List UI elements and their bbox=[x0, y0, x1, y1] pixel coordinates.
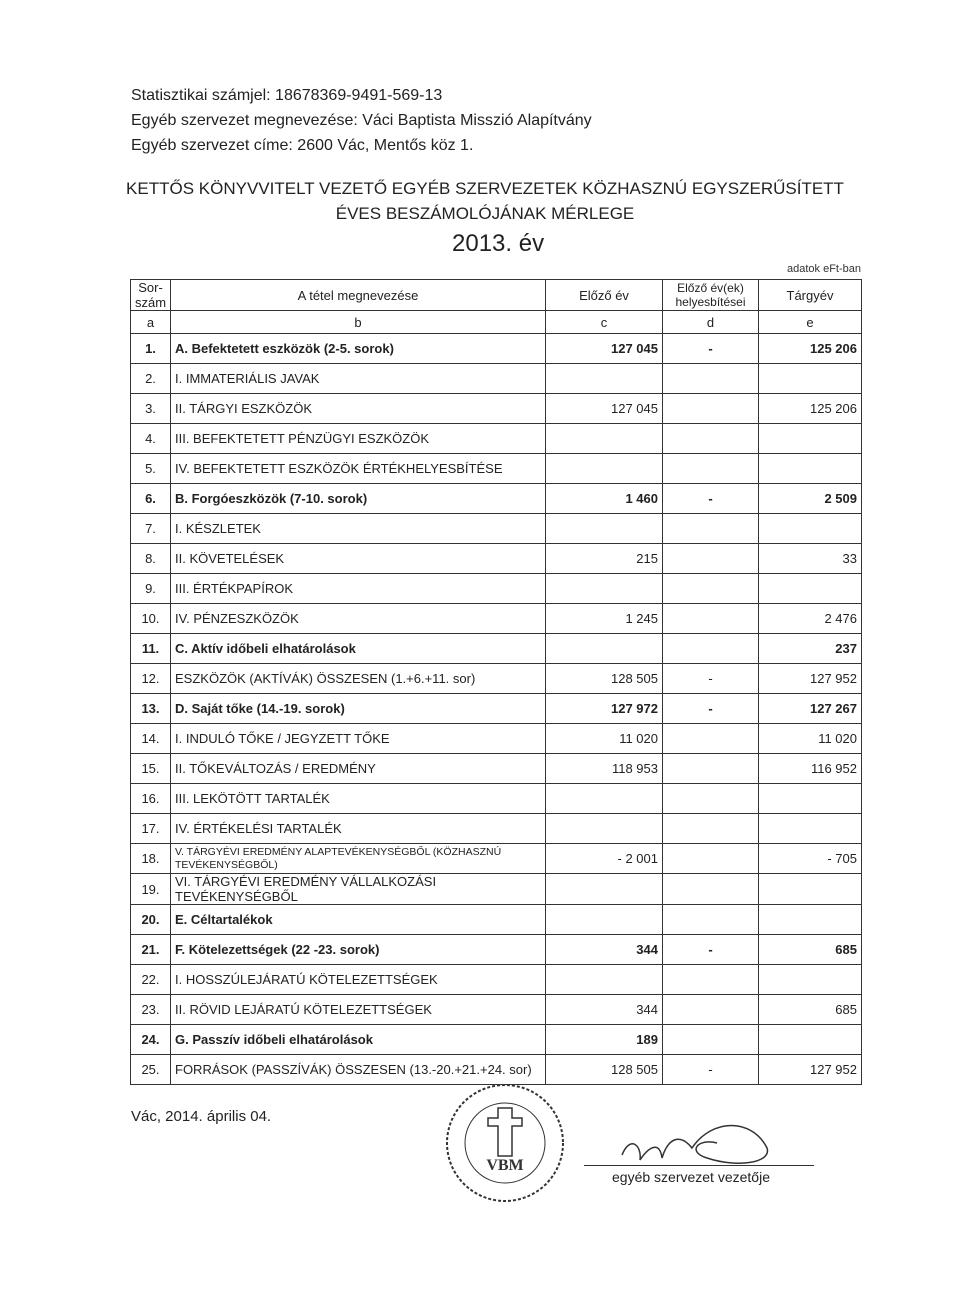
row-label: II. RÖVID LEJÁRATÚ KÖTELEZETTSÉGEK bbox=[171, 995, 546, 1025]
table-row bbox=[131, 334, 862, 364]
organization-address: Egyéb szervezet címe: 2600 Vác, Mentős köz 1. bbox=[131, 137, 474, 154]
current-year-value bbox=[759, 454, 862, 484]
prev-year-value: 215 bbox=[546, 544, 663, 574]
prev-year-value: 189 bbox=[546, 1025, 663, 1055]
correction-value bbox=[663, 905, 759, 935]
current-year-value: 237 bbox=[759, 634, 862, 664]
letter-d: d bbox=[663, 311, 759, 334]
row-label: ESZKÖZÖK (AKTÍVÁK) ÖSSZESEN (1.+6.+11. sor) bbox=[171, 664, 546, 694]
table-row bbox=[131, 484, 862, 514]
row-number: 18. bbox=[131, 844, 171, 874]
row-number: 17. bbox=[131, 814, 171, 844]
header-row bbox=[131, 280, 862, 311]
table-row bbox=[131, 694, 862, 724]
row-number: 5. bbox=[131, 454, 171, 484]
correction-value bbox=[663, 574, 759, 604]
correction-value bbox=[663, 544, 759, 574]
current-year-value: - 705 bbox=[759, 844, 862, 874]
prev-year-value bbox=[546, 574, 663, 604]
table-row bbox=[131, 844, 862, 874]
current-year-value: 125 206 bbox=[759, 334, 862, 364]
signing-date: Vác, 2014. április 04. bbox=[131, 1108, 272, 1125]
correction-value: - bbox=[663, 935, 759, 965]
current-year-value bbox=[759, 424, 862, 454]
prev-year-value: 128 505 bbox=[546, 664, 663, 694]
organization-name: Egyéb szervezet megnevezése: Váci Baptista Misszió Alapítvány bbox=[131, 112, 592, 129]
row-number: 12. bbox=[131, 664, 171, 694]
correction-value bbox=[663, 784, 759, 814]
handwritten-signature bbox=[612, 1115, 782, 1175]
prev-year-value bbox=[546, 454, 663, 484]
current-year-value: 2 476 bbox=[759, 604, 862, 634]
prev-year-value: 1 245 bbox=[546, 604, 663, 634]
row-number: 21. bbox=[131, 935, 171, 965]
signature-label: egyéb szervezet vezetője bbox=[612, 1169, 770, 1185]
table-row bbox=[131, 544, 862, 574]
table-row bbox=[131, 905, 862, 935]
current-year-value bbox=[759, 514, 862, 544]
correction-value bbox=[663, 634, 759, 664]
current-year-value bbox=[759, 874, 862, 905]
row-number: 16. bbox=[131, 784, 171, 814]
letter-c: c bbox=[546, 311, 663, 334]
prev-year-value: 127 045 bbox=[546, 394, 663, 424]
correction-value: - bbox=[663, 664, 759, 694]
letter-e: e bbox=[759, 311, 862, 334]
correction-value bbox=[663, 394, 759, 424]
letter-a: a bbox=[131, 311, 171, 334]
table-row bbox=[131, 1025, 862, 1055]
current-year-value: 11 020 bbox=[759, 724, 862, 754]
row-label: II. KÖVETELÉSEK bbox=[171, 544, 546, 574]
row-label: I. IMMATERIÁLIS JAVAK bbox=[171, 364, 546, 394]
table-row bbox=[131, 394, 862, 424]
row-label: IV. ÉRTÉKELÉSI TARTALÉK bbox=[171, 814, 546, 844]
row-label: FORRÁSOK (PASSZÍVÁK) ÖSSZESEN (13.-20.+21.+24. sor) bbox=[171, 1055, 546, 1085]
row-label: I. INDULÓ TŐKE / JEGYZETT TŐKE bbox=[171, 724, 546, 754]
row-number: 14. bbox=[131, 724, 171, 754]
row-number: 9. bbox=[131, 574, 171, 604]
letter-b: b bbox=[171, 311, 546, 334]
letters-row bbox=[131, 311, 862, 334]
correction-value bbox=[663, 1025, 759, 1055]
prev-year-value: 344 bbox=[546, 995, 663, 1025]
row-label: I. HOSSZÚLEJÁRATÚ KÖTELEZETTSÉGEK bbox=[171, 965, 546, 995]
table-row bbox=[131, 424, 862, 454]
row-label: E. Céltartalékok bbox=[171, 905, 546, 935]
row-label: III. LEKÖTÖTT TARTALÉK bbox=[171, 784, 546, 814]
row-number: 20. bbox=[131, 905, 171, 935]
table-row bbox=[131, 814, 862, 844]
current-year-value: 127 952 bbox=[759, 664, 862, 694]
row-label: II. TÁRGYI ESZKÖZÖK bbox=[171, 394, 546, 424]
prev-year-value: 127 972 bbox=[546, 694, 663, 724]
table-row bbox=[131, 634, 862, 664]
prev-year-value bbox=[546, 874, 663, 905]
table-row bbox=[131, 754, 862, 784]
statistical-code: Statisztikai számjel: 18678369-9491-569-13 bbox=[131, 87, 443, 104]
correction-value bbox=[663, 424, 759, 454]
prev-year-value bbox=[546, 814, 663, 844]
row-number: 19. bbox=[131, 874, 171, 905]
row-label: G. Passzív időbeli elhatárolások bbox=[171, 1025, 546, 1055]
row-label: C. Aktív időbeli elhatárolások bbox=[171, 634, 546, 664]
organization-seal bbox=[430, 1078, 580, 1208]
correction-value bbox=[663, 814, 759, 844]
unit-note: adatok eFt-ban bbox=[787, 263, 861, 275]
prev-year-value bbox=[546, 424, 663, 454]
current-year-value: 33 bbox=[759, 544, 862, 574]
row-number: 25. bbox=[131, 1055, 171, 1085]
row-number: 15. bbox=[131, 754, 171, 784]
current-year-value: 685 bbox=[759, 935, 862, 965]
table-row bbox=[131, 664, 862, 694]
report-year: 2013. év bbox=[452, 230, 545, 257]
current-year-value bbox=[759, 784, 862, 814]
row-label: IV. PÉNZESZKÖZÖK bbox=[171, 604, 546, 634]
correction-value bbox=[663, 844, 759, 874]
current-year-value bbox=[759, 574, 862, 604]
svg-text:VBM: VBM bbox=[486, 1157, 524, 1174]
table-row bbox=[131, 514, 862, 544]
row-label: II. TŐKEVÁLTOZÁS / EREDMÉNY bbox=[171, 754, 546, 784]
prev-year-value bbox=[546, 965, 663, 995]
current-year-value: 125 206 bbox=[759, 394, 862, 424]
correction-value: - bbox=[663, 484, 759, 514]
table-row bbox=[131, 574, 862, 604]
row-number: 24. bbox=[131, 1025, 171, 1055]
prev-year-value: 11 020 bbox=[546, 724, 663, 754]
row-number: 1. bbox=[131, 334, 171, 364]
row-number: 4. bbox=[131, 424, 171, 454]
row-label: B. Forgóeszközök (7-10. sorok) bbox=[171, 484, 546, 514]
current-year-value: 2 509 bbox=[759, 484, 862, 514]
prev-year-value bbox=[546, 514, 663, 544]
current-year-value bbox=[759, 364, 862, 394]
prev-year-value bbox=[546, 364, 663, 394]
col-header-elozo: Előző év bbox=[546, 280, 663, 311]
correction-value bbox=[663, 995, 759, 1025]
current-year-value bbox=[759, 1025, 862, 1055]
col-header-targyev: Tárgyév bbox=[759, 280, 862, 311]
correction-value bbox=[663, 604, 759, 634]
col-header-megnevezes: A tétel megnevezése bbox=[171, 280, 546, 311]
table-row bbox=[131, 935, 862, 965]
current-year-value bbox=[759, 814, 862, 844]
correction-value: - bbox=[663, 334, 759, 364]
prev-year-value: 344 bbox=[546, 935, 663, 965]
table-row bbox=[131, 604, 862, 634]
correction-value bbox=[663, 724, 759, 754]
row-label: V. TÁRGYÉVI EREDMÉNY ALAPTEVÉKENYSÉGBŐL (KÖZHASZNÚ TEVÉKENYSÉGBŐL) bbox=[171, 844, 546, 874]
correction-value bbox=[663, 364, 759, 394]
row-number: 10. bbox=[131, 604, 171, 634]
row-label: I. KÉSZLETEK bbox=[171, 514, 546, 544]
signature-line bbox=[584, 1165, 814, 1166]
row-number: 7. bbox=[131, 514, 171, 544]
correction-value bbox=[663, 754, 759, 784]
current-year-value bbox=[759, 905, 862, 935]
table-row bbox=[131, 874, 862, 905]
col-header-helyesbites: Előző év(ek) helyesbítései bbox=[663, 280, 759, 311]
prev-year-value: - 2 001 bbox=[546, 844, 663, 874]
correction-value: - bbox=[663, 1055, 759, 1085]
row-number: 23. bbox=[131, 995, 171, 1025]
table-row bbox=[131, 724, 862, 754]
row-number: 3. bbox=[131, 394, 171, 424]
row-number: 2. bbox=[131, 364, 171, 394]
row-label: IV. BEFEKTETETT ESZKÖZÖK ÉRTÉKHELYESBÍTÉSE bbox=[171, 454, 546, 484]
correction-value bbox=[663, 874, 759, 905]
row-label: D. Saját tőke (14.-19. sorok) bbox=[171, 694, 546, 724]
current-year-value: 685 bbox=[759, 995, 862, 1025]
correction-value bbox=[663, 965, 759, 995]
row-number: 8. bbox=[131, 544, 171, 574]
row-label: III. BEFEKTETETT PÉNZÜGYI ESZKÖZÖK bbox=[171, 424, 546, 454]
row-label: A. Befektetett eszközök (2-5. sorok) bbox=[171, 334, 546, 364]
correction-value bbox=[663, 514, 759, 544]
row-number: 6. bbox=[131, 484, 171, 514]
row-label: III. ÉRTÉKPAPÍROK bbox=[171, 574, 546, 604]
balance-sheet-table bbox=[130, 279, 862, 1085]
row-label: VI. TÁRGYÉVI EREDMÉNY VÁLLALKOZÁSI TEVÉKENYSÉGBŐL bbox=[171, 874, 546, 905]
table-row bbox=[131, 364, 862, 394]
report-title-line1: KETTŐS KÖNYVVITELT VEZETŐ EGYÉB SZERVEZETEK KÖZHASZNÚ EGYSZERŰSÍTETT bbox=[126, 179, 844, 198]
current-year-value: 116 952 bbox=[759, 754, 862, 784]
prev-year-value: 128 505 bbox=[546, 1055, 663, 1085]
correction-value: - bbox=[663, 694, 759, 724]
current-year-value: 127 952 bbox=[759, 1055, 862, 1085]
prev-year-value: 1 460 bbox=[546, 484, 663, 514]
row-number: 13. bbox=[131, 694, 171, 724]
row-number: 11. bbox=[131, 634, 171, 664]
current-year-value bbox=[759, 965, 862, 995]
prev-year-value bbox=[546, 905, 663, 935]
prev-year-value bbox=[546, 634, 663, 664]
report-title-line2: ÉVES BESZÁMOLÓJÁNAK MÉRLEGE bbox=[335, 204, 635, 223]
prev-year-value: 127 045 bbox=[546, 334, 663, 364]
table-row bbox=[131, 965, 862, 995]
table-row bbox=[131, 454, 862, 484]
col-header-sorszam: Sor-szám bbox=[131, 280, 171, 311]
table-row bbox=[131, 995, 862, 1025]
row-label: F. Kötelezettségek (22 -23. sorok) bbox=[171, 935, 546, 965]
prev-year-value bbox=[546, 784, 663, 814]
current-year-value: 127 267 bbox=[759, 694, 862, 724]
correction-value bbox=[663, 454, 759, 484]
prev-year-value: 118 953 bbox=[546, 754, 663, 784]
table-row bbox=[131, 784, 862, 814]
row-number: 22. bbox=[131, 965, 171, 995]
